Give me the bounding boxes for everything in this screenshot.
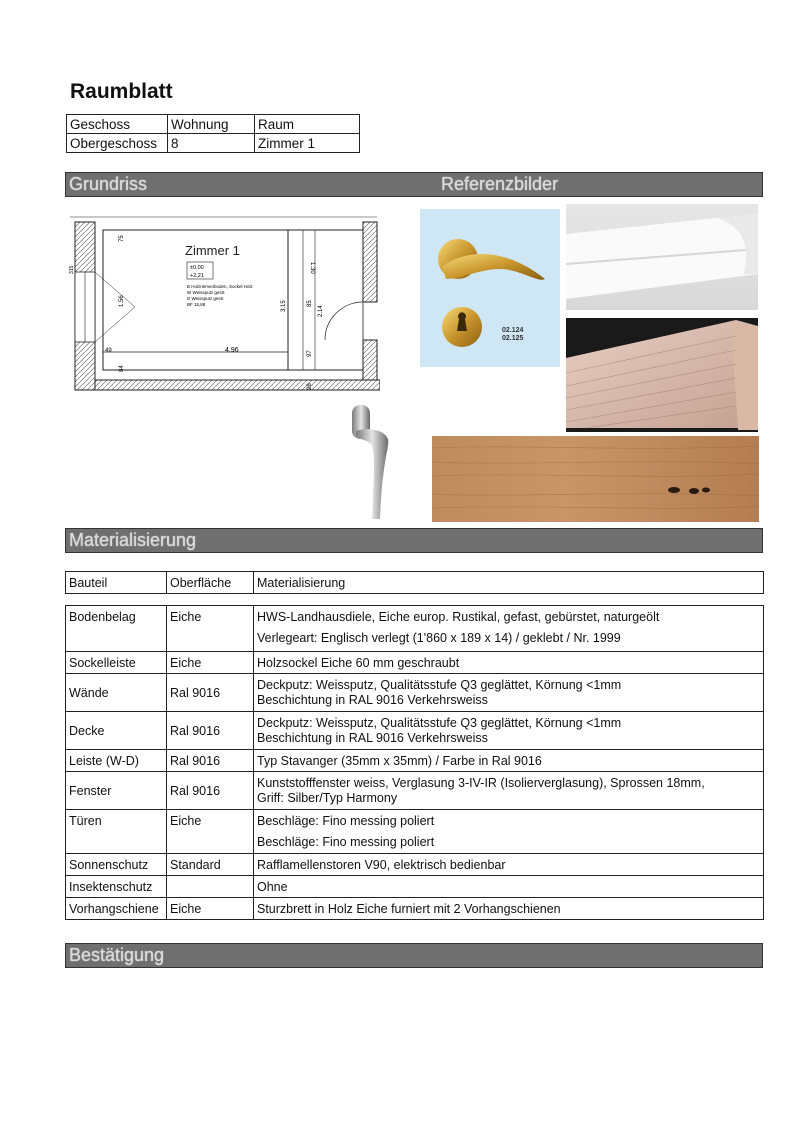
cell-bauteil: Fenster — [66, 772, 167, 810]
cell-material-line: Griff: Silber/Typ Harmony — [257, 790, 398, 805]
plan-legend-3: D Weissputz gestr. — [187, 296, 225, 301]
info-header-raum: Raum — [255, 115, 360, 134]
cell-bauteil: Insektenschutz — [66, 876, 167, 898]
info-header-wohnung: Wohnung — [168, 115, 255, 134]
section-materialisierung: Materialisierung — [69, 530, 197, 550]
plan-dim-315: 3.15 — [281, 300, 287, 312]
cell-material-line: Typ Stavanger (35mm x 35mm) / Farbe in Ral 9016 — [254, 750, 764, 772]
material-header-table — [65, 571, 764, 594]
cell-material-line: HWS-Landhausdiele, Eiche europ. Rustikal, gefast, gebürstet, naturgeölt — [257, 610, 660, 624]
ref-code-1: 02.124 — [502, 327, 524, 334]
ceiling-molding-image — [566, 204, 758, 310]
table-row — [66, 674, 764, 712]
cell-bauteil: Wände — [66, 674, 167, 712]
material-table — [65, 605, 764, 920]
plan-legend-1: B Holzriemenboden, Sockel Holz — [187, 284, 253, 289]
section-bar-materialisierung — [65, 528, 763, 553]
cell-material-line: Ohne — [254, 876, 764, 898]
cell-oberflaeche: Eiche — [167, 652, 254, 674]
cell-material-line: Beschichtung in RAL 9016 Verkehrsweiss — [257, 692, 488, 707]
room-info-table — [66, 114, 360, 153]
cell-oberflaeche: Ral 9016 — [167, 674, 254, 712]
plan-dim-49: 49 — [105, 348, 112, 354]
plan-dim-26: 26 — [307, 383, 313, 390]
cell-oberflaeche: Ral 9016 — [167, 712, 254, 750]
cell-bauteil: Sonnenschutz — [66, 854, 167, 876]
cell-material-line: Deckputz: Weissputz, Qualitätsstufe Q3 geglättet, Körnung <1mm — [257, 677, 622, 692]
plan-level2: +2,21 — [190, 273, 204, 279]
plan-room-label: Zimmer 1 — [185, 243, 240, 258]
plan-dim-85: 85 — [307, 300, 313, 307]
page-title: Raumblatt — [70, 80, 173, 103]
info-header-geschoss: Geschoss — [67, 115, 168, 134]
cell-oberflaeche — [167, 876, 254, 898]
cell-bauteil: Sockelleiste — [66, 652, 167, 674]
cell-material-line: Sturzbrett in Holz Eiche furniert mit 2 Vorhangschienen — [254, 898, 764, 920]
table-row — [66, 876, 764, 898]
cell-material-line: Rafflamellenstoren V90, elektrisch bedienbar — [254, 854, 764, 876]
cell-bauteil: Türen — [66, 810, 167, 854]
cell-oberflaeche: Eiche — [167, 898, 254, 920]
cell-oberflaeche: Ral 9016 — [167, 772, 254, 810]
info-value-wohnung: 8 — [168, 134, 255, 153]
info-value-raum: Zimmer 1 — [255, 134, 360, 153]
ref-code-2: 02.125 — [502, 335, 524, 342]
plan-legend-4: BF 15,88 — [187, 302, 206, 307]
cell-material-line: Beschläge: Fino messing poliert — [257, 835, 435, 849]
table-row — [66, 652, 764, 674]
plan-dim-97: 97 — [307, 350, 313, 357]
section-bar-bestaetigung — [65, 943, 763, 968]
info-value-geschoss: Obergeschoss — [67, 134, 168, 153]
cell-bauteil: Vorhangschiene — [66, 898, 167, 920]
cell-bauteil: Leiste (W-D) — [66, 750, 167, 772]
plan-dim-156: 1.56 — [119, 295, 125, 307]
section-grundriss: Grundriss — [69, 174, 148, 194]
cell-material-line: Beschichtung in RAL 9016 Verkehrsweiss — [257, 730, 488, 745]
table-row — [66, 712, 764, 750]
table-row — [66, 750, 764, 772]
cell-oberflaeche: Eiche — [167, 810, 254, 854]
door-handle-image — [420, 209, 560, 367]
table-row — [66, 772, 764, 810]
section-bestaetigung: Bestätigung — [69, 945, 165, 965]
cell-material-line: Holzsockel Eiche 60 mm geschraubt — [254, 652, 764, 674]
header-materialisierung: Materialisierung — [254, 572, 764, 594]
plan-dim-75: 75 — [119, 235, 125, 242]
oak-skirting-image — [566, 318, 758, 432]
table-row — [66, 810, 764, 854]
cell-bauteil: Bodenbelag — [66, 606, 167, 652]
table-row — [66, 898, 764, 920]
section-bar-top — [65, 172, 763, 197]
header-oberflaeche: Oberfläche — [167, 572, 254, 594]
cell-oberflaeche: Ral 9016 — [167, 750, 254, 772]
table-row — [66, 854, 764, 876]
floor-plan — [65, 212, 380, 400]
plan-dim-214: 2.14 — [318, 305, 324, 317]
cell-oberflaeche: Standard — [167, 854, 254, 876]
table-row — [66, 606, 764, 652]
plan-level1: ±0,00 — [190, 265, 204, 271]
cell-bauteil: Decke — [66, 712, 167, 750]
plan-dim-130: 1.30 — [309, 262, 315, 274]
cell-material-line: Verlegeart: Englisch verlegt (1'860 x 189 x 14) / geklebt / Nr. 1999 — [257, 631, 621, 645]
cell-oberflaeche: Eiche — [167, 606, 254, 652]
plan-dim-496: 4.96 — [225, 347, 239, 354]
cell-material-line: Beschläge: Fino messing poliert — [257, 814, 435, 828]
plan-dim-84: 84 — [119, 365, 125, 372]
window-handle-image — [346, 401, 394, 521]
section-referenzbilder: Referenzbilder — [441, 174, 559, 194]
plan-dim-315b: 315 — [69, 265, 75, 274]
cell-material-line: Kunststofffenster weiss, Verglasung 3-IV-IR (Isolierverglasung), Sprossen 18mm, — [257, 775, 705, 790]
cell-material-line: Deckputz: Weissputz, Qualitätsstufe Q3 geglättet, Körnung <1mm — [257, 715, 622, 730]
oak-floor-image — [432, 436, 759, 522]
header-bauteil: Bauteil — [66, 572, 167, 594]
plan-legend-2: W Weissputz gestr. — [187, 290, 226, 295]
